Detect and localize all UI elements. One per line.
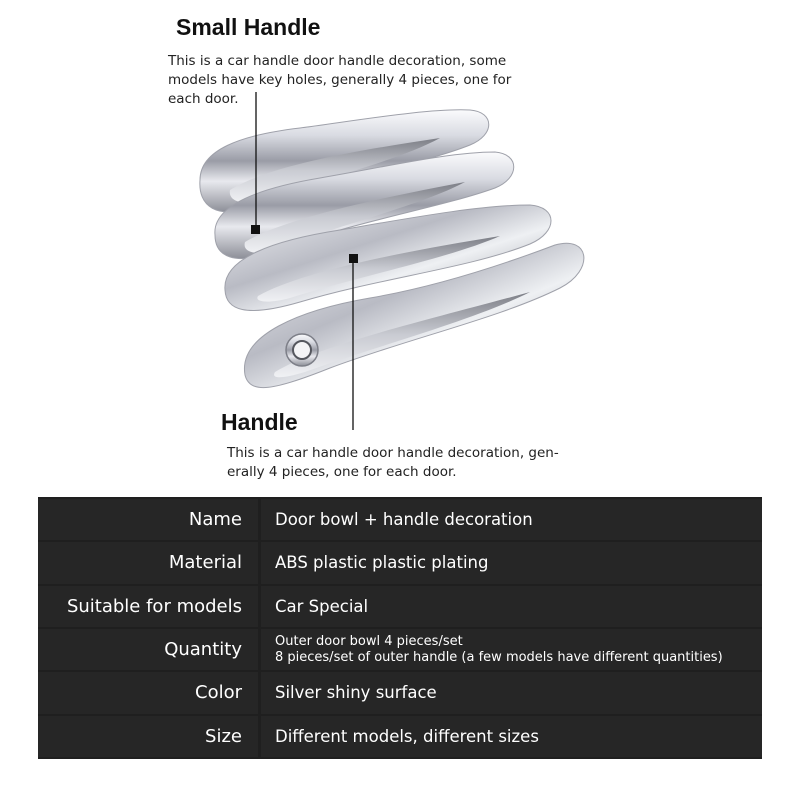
spec-value-material: ABS plastic plastic plating [261,542,762,583]
spec-value-models: Car Special [261,586,762,627]
spec-label-color: Color [38,672,258,713]
handle-description: This is a car handle door handle decoration, gen-erally 4 pieces, one for each door. [227,445,559,480]
spec-row-quantity [38,629,762,670]
small-handle-description: This is a car handle door handle decoration, some models have key holes, generally 4 pieces, one for each door. [168,53,512,107]
spec-value-name: Door bowl + handle decoration [261,499,762,540]
spec-label-quantity: Quantity [38,629,258,670]
spec-row-color [38,672,762,713]
spec-row-models [38,586,762,627]
spec-label-models: Suitable for models [38,586,258,627]
spec-row-material [38,542,762,583]
spec-value-size: Different models, different sizes [261,716,762,757]
small-handle-callout-marker [251,225,260,234]
spec-table [38,497,762,759]
spec-label-size: Size [38,716,258,757]
spec-row-name [38,499,762,540]
handle-title: Handle [221,409,298,435]
handle-callout-marker [349,254,358,263]
spec-row-size [38,716,762,757]
spec-value-color: Silver shiny surface [261,672,762,713]
spec-label-name: Name [38,499,258,540]
spec-value-quantity-line1: Outer door bowl 4 pieces/set [275,633,463,649]
spec-value-quantity-line2: 8 pieces/set of outer handle (a few models have different quantities) [275,649,723,665]
small-handle-title: Small Handle [176,14,321,40]
spec-label-material: Material [38,542,258,583]
spec-value-quantity [261,629,762,670]
